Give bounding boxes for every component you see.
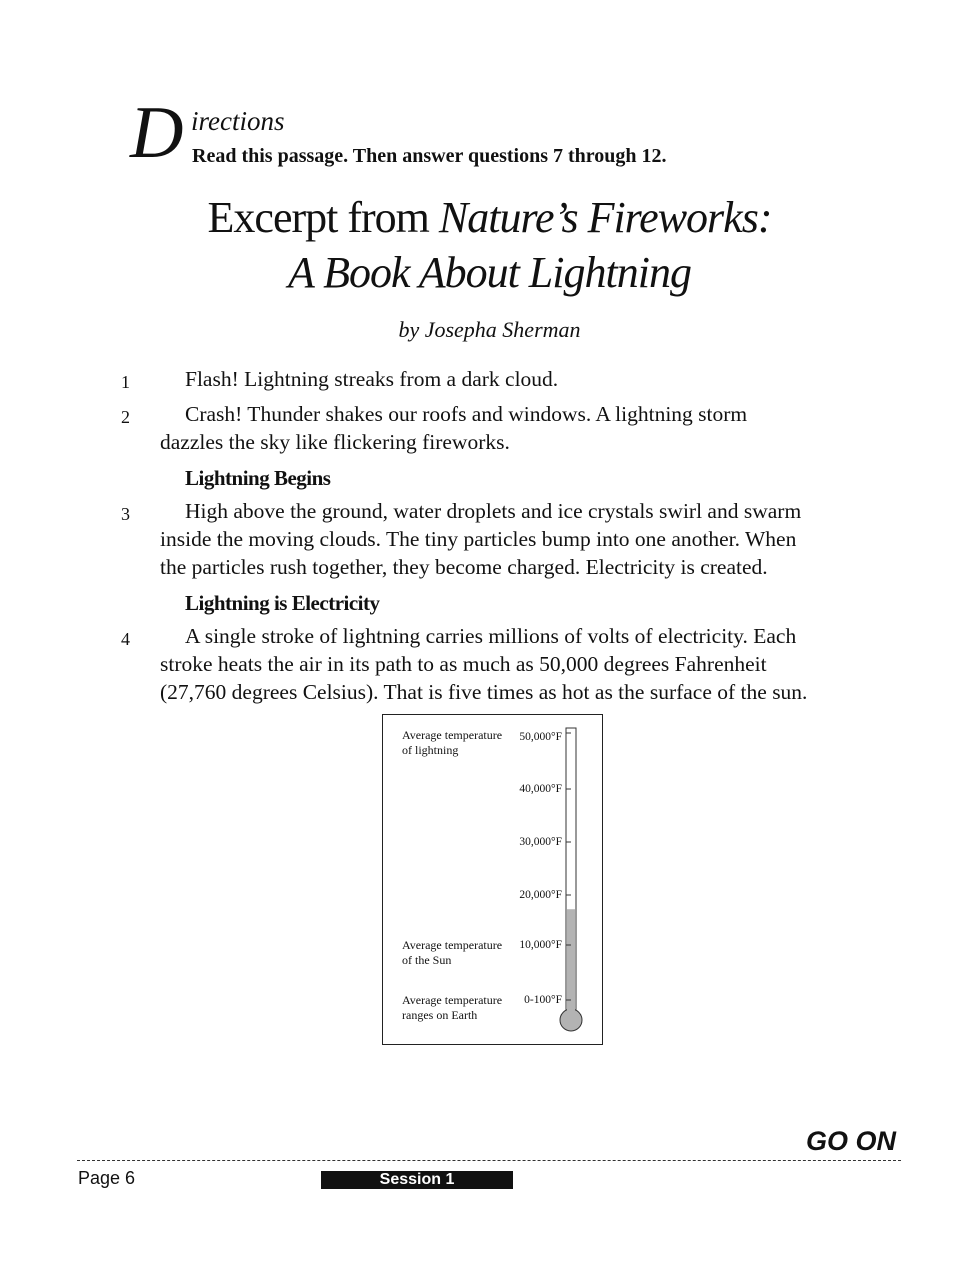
thermometer-fill	[567, 909, 575, 1018]
paragraph-3-line-2: inside the moving clouds. The tiny particles bump into one another. When	[160, 527, 797, 551]
thermometer-neck	[567, 1003, 575, 1013]
byline: by Josepha Sherman	[398, 317, 581, 342]
paragraph-1-line-1: Flash! Lightning streaks from a dark cloud.	[185, 367, 559, 391]
label-text: ranges on Earth	[402, 1008, 478, 1022]
section-heading-lightning-electricity: Lightning is Electricity	[185, 591, 380, 615]
title-italic-1: Nature’s Fireworks:	[438, 193, 772, 242]
go-on-label: GO ON	[806, 1126, 897, 1156]
label-text: Average temperature	[402, 938, 503, 952]
thermometer-figure	[382, 714, 603, 1045]
label-text: Average temperature	[402, 993, 503, 1007]
tick-label-50000: 50,000°F	[519, 731, 562, 743]
thermometer-graphic	[553, 723, 593, 1043]
title-italic-2: A Book About Lightning	[288, 248, 691, 297]
paragraph-number-4: 4	[121, 629, 130, 649]
tick-label-30000: 30,000°F	[519, 836, 562, 848]
directions-instruction: Read this passage. Then answer questions 7 through 12.	[192, 145, 667, 167]
session-badge: Session 1	[321, 1171, 513, 1189]
paragraph-4-line-3: (27,760 degrees Celsius). That is five times as hot as the surface of the sun.	[160, 680, 808, 704]
passage-title-line-2	[0, 248, 979, 297]
tick-label-earth-range: 0-100°F	[524, 994, 562, 1006]
tick-label-40000: 40,000°F	[519, 783, 562, 795]
lightning-temperature-label	[402, 728, 502, 758]
paragraph-number-1: 1	[121, 372, 130, 392]
footer-divider	[77, 1160, 901, 1161]
passage-title-line-1	[0, 193, 979, 242]
sun-temperature-label	[402, 938, 502, 968]
tick-label-10000: 10,000°F	[519, 939, 562, 951]
paragraph-2-line-2: dazzles the sky like flickering fireworks.	[160, 430, 510, 454]
page-number: Page 6	[78, 1168, 136, 1188]
tick-label-20000: 20,000°F	[519, 889, 562, 901]
title-plain: Excerpt from	[207, 193, 439, 242]
label-text: of lightning	[402, 743, 459, 757]
section-heading-lightning-begins: Lightning Begins	[185, 466, 331, 490]
paragraph-4-line-1: A single stroke of lightning carries millions of volts of electricity. Each	[185, 624, 797, 648]
earth-temperature-label	[402, 993, 502, 1023]
directions-drop-cap: D	[130, 92, 184, 174]
paragraph-4-line-2: stroke heats the air in its path to as much as 50,000 degrees Fahrenheit	[160, 652, 767, 676]
paragraph-3-line-1: High above the ground, water droplets and ice crystals swirl and swarm	[185, 499, 802, 523]
paragraph-number-3: 3	[121, 504, 130, 524]
paragraph-3-line-3: the particles rush together, they become charged. Electricity is created.	[160, 555, 768, 579]
label-text: Average temperature	[402, 728, 503, 742]
paragraph-number-2: 2	[121, 407, 130, 427]
directions-heading: irections	[191, 106, 285, 136]
paragraph-2-line-1: Crash! Thunder shakes our roofs and windows. A lightning storm	[185, 402, 748, 426]
label-text: of the Sun	[402, 953, 452, 967]
